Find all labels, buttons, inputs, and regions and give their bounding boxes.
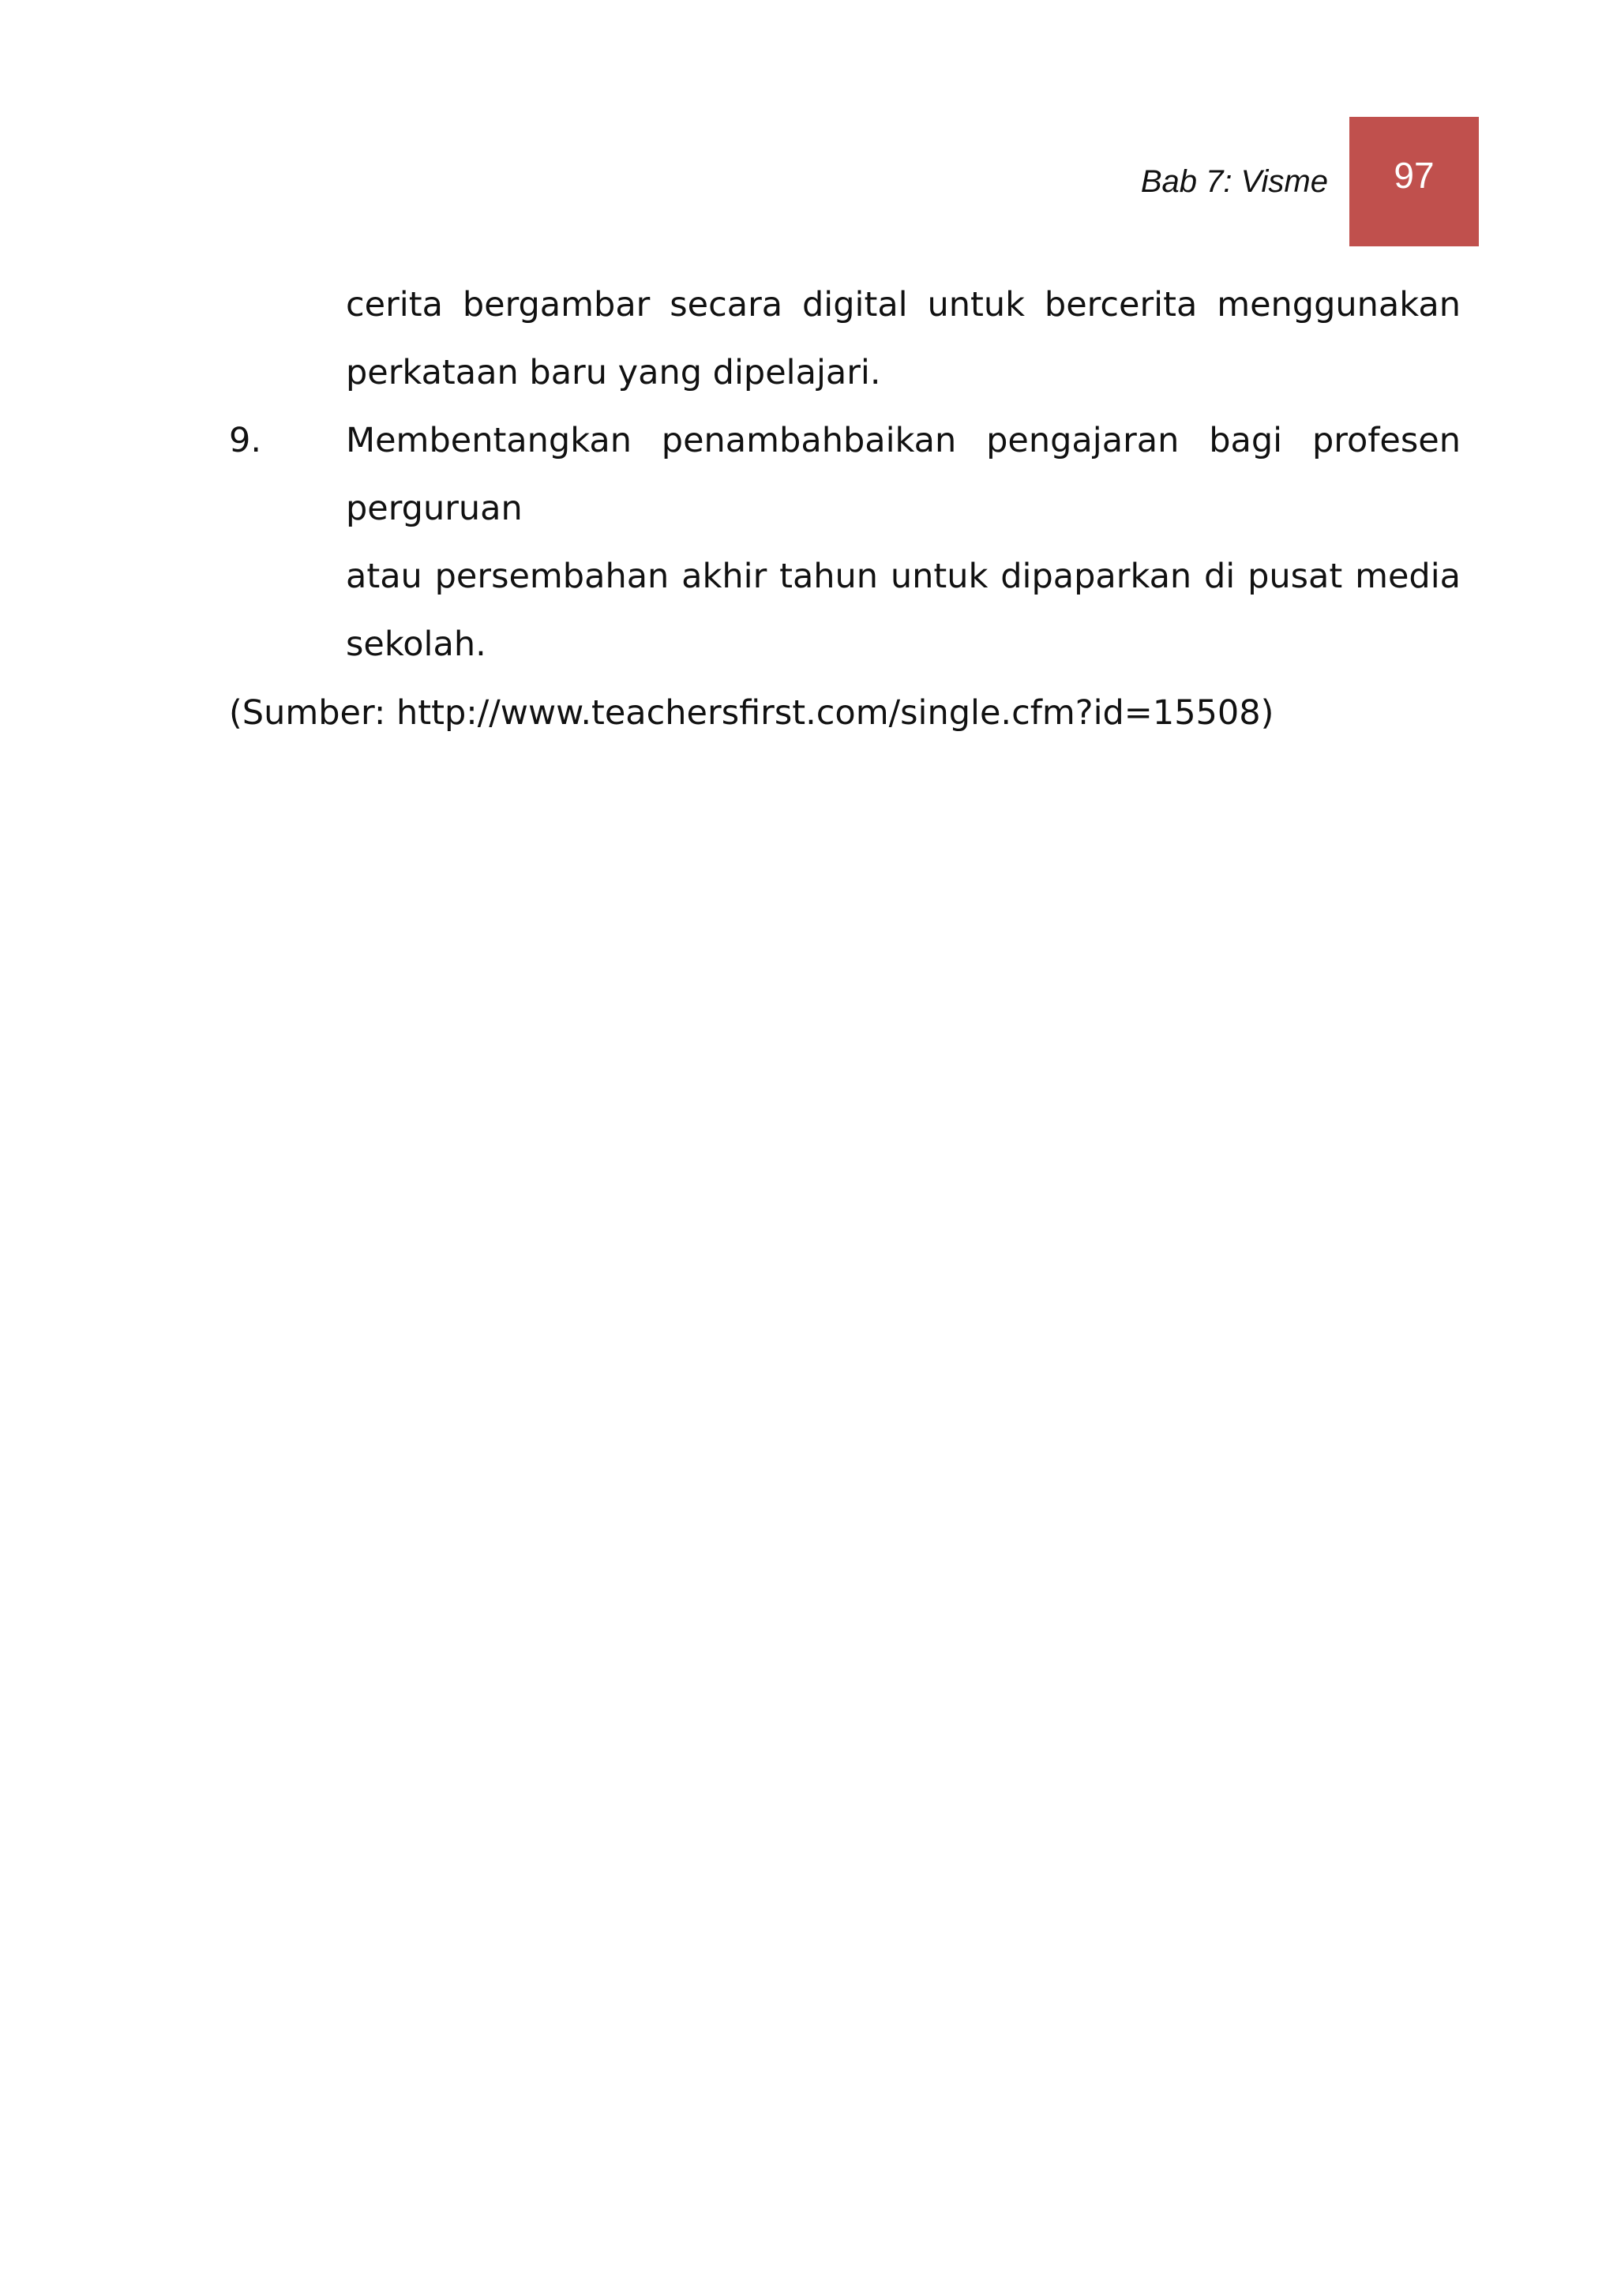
page-number-badge [1349,117,1479,246]
list-item-number: 9. [229,421,262,460]
chapter-running-head: Bab 7: Visme [1140,164,1328,199]
text-line: cerita bergambar secara digital untuk bercerita menggunakan [346,285,1461,325]
text-line: Membentangkan penambahbaikan pengajaran bagi profesen perguruan [346,421,1461,528]
source-citation: (Sumber: http://www.teachersfirst.com/single.cfm?id=15508) [229,693,1274,733]
continued-list-item [346,271,1461,407]
page-number: 97 [1394,155,1435,196]
list-item-text [346,407,1461,678]
text-line: atau persembahan akhir tahun untuk dipaparkan di pusat media [346,557,1461,596]
text-line: sekolah. [346,625,486,664]
text-line: perkataan baru yang dipelajari. [346,353,881,392]
